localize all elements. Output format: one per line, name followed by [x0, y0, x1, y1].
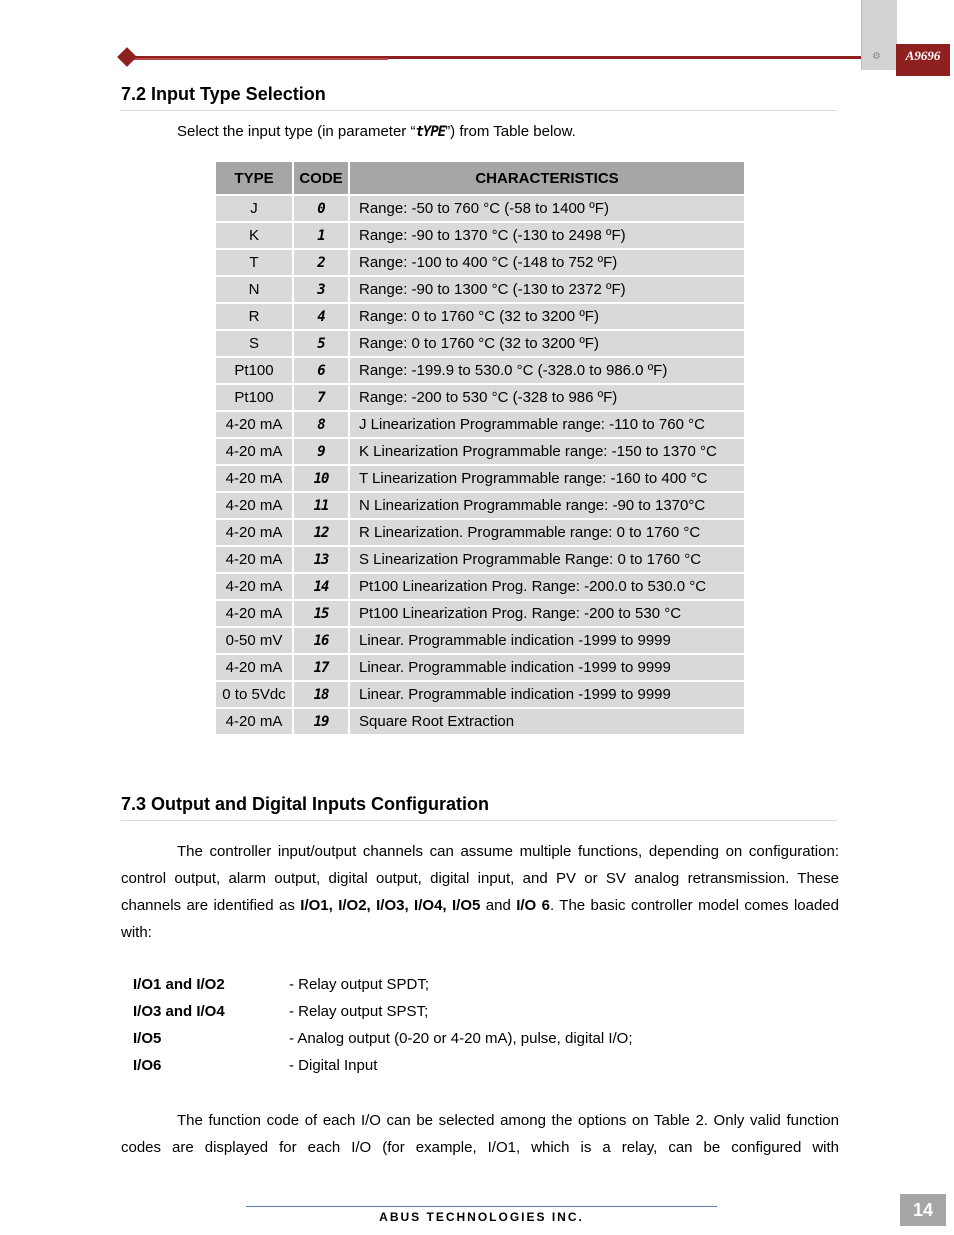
gear-icon: ⚙: [872, 51, 881, 62]
section-7-2-intro: [177, 118, 576, 146]
section-7-3-para2: The function code of each I/O can be selected among the options on Table 2. Only valid function codes are displayed for each I/O (for example, I/O1, which is a relay, can be configured with: [121, 1112, 839, 1156]
cell-type: Pt100: [215, 357, 293, 384]
cell-type: J: [215, 195, 293, 222]
table-row: [215, 708, 745, 735]
io-desc: - Relay output SPDT;: [289, 976, 430, 993]
table-header-row: [215, 161, 745, 195]
cell-code: 4: [293, 303, 349, 330]
section-7-2-title: 7.2 Input Type Selection: [121, 84, 326, 104]
cell-characteristics: Range: -199.9 to 530.0 °C (-328.0 to 986.0 ºF): [349, 357, 745, 384]
footer-rule: [246, 1206, 717, 1207]
cell-code: 0: [293, 195, 349, 222]
para1-bold-a: I/O1, I/O2, I/O3, I/O4, I/O5: [300, 897, 481, 914]
table-row: [215, 438, 745, 465]
para1-text-a: The controller input/output channels can assume multiple functions, depending on configuration: control output, alarm output, digital output, digital input, and PV or SV analog retransmission. These channels are identified as: [121, 843, 839, 914]
table-row: [215, 573, 745, 600]
cell-code: 8: [293, 411, 349, 438]
cell-code: 17: [293, 654, 349, 681]
table-row: [215, 303, 745, 330]
section-7-2-rule: [121, 110, 837, 111]
cell-type: 0 to 5Vdc: [215, 681, 293, 708]
io-label: I/O1 and I/O2: [133, 976, 225, 993]
cell-code: 14: [293, 573, 349, 600]
cell-characteristics: Pt100 Linearization Prog. Range: -200.0 to 530.0 °C: [349, 573, 745, 600]
cell-characteristics: Range: 0 to 1760 °C (32 to 3200 ºF): [349, 303, 745, 330]
cell-type: 4-20 mA: [215, 573, 293, 600]
table-row: [215, 654, 745, 681]
table-row: [215, 384, 745, 411]
cell-type: Pt100: [215, 384, 293, 411]
page-number: 14: [900, 1194, 946, 1226]
cell-characteristics: Linear. Programmable indication -1999 to 9999: [349, 654, 745, 681]
io-desc: - Digital Input: [289, 1057, 378, 1074]
cell-code: 1: [293, 222, 349, 249]
cell-code: 16: [293, 627, 349, 654]
cell-code: 5: [293, 330, 349, 357]
cell-type: 4-20 mA: [215, 708, 293, 735]
section-7-3-para1: [121, 838, 839, 946]
io-desc: - Analog output (0-20 or 4-20 mA), pulse, digital I/O;: [289, 1030, 633, 1047]
cell-type: 4-20 mA: [215, 465, 293, 492]
cell-type: N: [215, 276, 293, 303]
cell-type: 0-50 mV: [215, 627, 293, 654]
cell-type: R: [215, 303, 293, 330]
cell-code: 19: [293, 708, 349, 735]
section-7-3-title: 7.3 Output and Digital Inputs Configuration: [121, 794, 489, 814]
cell-code: 3: [293, 276, 349, 303]
cell-type: 4-20 mA: [215, 546, 293, 573]
cell-type: 4-20 mA: [215, 654, 293, 681]
input-type-table: [214, 160, 746, 736]
io-desc: - Relay output SPST;: [289, 1003, 429, 1020]
cell-code: 12: [293, 519, 349, 546]
cell-type: 4-20 mA: [215, 519, 293, 546]
intro-param: tYPE: [415, 124, 446, 140]
table-row: [215, 357, 745, 384]
cell-code: 9: [293, 438, 349, 465]
io-label: I/O5: [133, 1030, 162, 1047]
cell-characteristics: K Linearization Programmable range: -150 to 1370 °C: [349, 438, 745, 465]
header-type: TYPE: [215, 161, 293, 195]
header-code: CODE: [293, 161, 349, 195]
cell-type: S: [215, 330, 293, 357]
cell-code: 7: [293, 384, 349, 411]
cell-code: 11: [293, 492, 349, 519]
table-body: [215, 195, 745, 735]
section-7-3-rule: [121, 820, 837, 821]
cell-type: 4-20 mA: [215, 492, 293, 519]
cell-code: 13: [293, 546, 349, 573]
footer-company: ABUS TECHNOLOGIES INC.: [379, 1210, 584, 1224]
intro-before: Select the input type (in parameter “: [177, 123, 416, 140]
io-label: I/O6: [133, 1057, 162, 1074]
cell-characteristics: Range: -100 to 400 °C (-148 to 752 ºF): [349, 249, 745, 276]
table-row: [215, 222, 745, 249]
table-row: [215, 465, 745, 492]
cell-characteristics: T Linearization Programmable range: -160 to 400 °C: [349, 465, 745, 492]
cell-characteristics: N Linearization Programmable range: -90 to 1370°C: [349, 492, 745, 519]
cell-characteristics: R Linearization. Programmable range: 0 to 1760 °C: [349, 519, 745, 546]
cell-characteristics: Linear. Programmable indication -1999 to 9999: [349, 681, 745, 708]
cell-type: K: [215, 222, 293, 249]
io-label: I/O3 and I/O4: [133, 1003, 225, 1020]
table-row: [215, 627, 745, 654]
cell-characteristics: Range: -200 to 530 °C (-328 to 986 ºF): [349, 384, 745, 411]
para1-text-b: and: [480, 897, 517, 914]
cell-code: 18: [293, 681, 349, 708]
table-row: [215, 681, 745, 708]
cell-type: T: [215, 249, 293, 276]
para1-text-c: . The basic controller model comes loaded with:: [121, 897, 839, 941]
header-rule-highlight: [128, 58, 388, 60]
cell-type: 4-20 mA: [215, 600, 293, 627]
intro-after: ”) from Table below.: [445, 123, 576, 140]
doc-code: A9696: [905, 48, 941, 63]
cell-characteristics: Square Root Extraction: [349, 708, 745, 735]
table-row: [215, 546, 745, 573]
header-characteristics: CHARACTERISTICS: [349, 161, 745, 195]
cell-characteristics: J Linearization Programmable range: -110 to 760 °C: [349, 411, 745, 438]
table-row: [215, 519, 745, 546]
cell-characteristics: Pt100 Linearization Prog. Range: -200 to 530 °C: [349, 600, 745, 627]
cell-characteristics: Range: -50 to 760 °C (-58 to 1400 ºF): [349, 195, 745, 222]
cell-characteristics: Range: -90 to 1370 °C (-130 to 2498 ºF): [349, 222, 745, 249]
header-diamond: [117, 47, 137, 67]
cell-code: 15: [293, 600, 349, 627]
table-row: [215, 195, 745, 222]
table-row: [215, 492, 745, 519]
table-row: [215, 330, 745, 357]
para1-bold-b: I/O 6: [516, 897, 550, 914]
table-row: [215, 249, 745, 276]
table-row: [215, 411, 745, 438]
cell-code: 10: [293, 465, 349, 492]
cell-code: 2: [293, 249, 349, 276]
table-row: [215, 600, 745, 627]
cell-characteristics: S Linearization Programmable Range: 0 to 1760 °C: [349, 546, 745, 573]
table-row: [215, 276, 745, 303]
cell-characteristics: Range: 0 to 1760 °C (32 to 3200 ºF): [349, 330, 745, 357]
cell-type: 4-20 mA: [215, 411, 293, 438]
cell-characteristics: Range: -90 to 1300 °C (-130 to 2372 ºF): [349, 276, 745, 303]
cell-characteristics: Linear. Programmable indication -1999 to 9999: [349, 627, 745, 654]
cell-type: 4-20 mA: [215, 438, 293, 465]
cell-code: 6: [293, 357, 349, 384]
